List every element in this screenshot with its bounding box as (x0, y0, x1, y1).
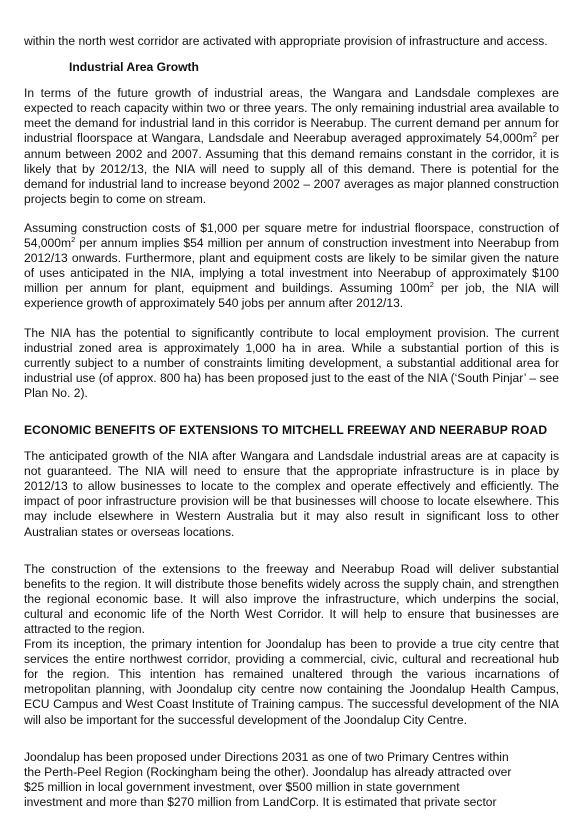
text-line: investment and more than $270 million from LandCorp. It is estimated that private sector (24, 794, 497, 809)
text-line: $25 million in local government investment, over $500 million in state government (24, 779, 460, 794)
anticipated-growth-paragraph: The anticipated growth of the NIA after Wangara and Landsdale industrial areas are at capacity is not guaranteed. The NIA will need to ensure that the appropriate infrastructure is in place by 2012/13 to allow businesses to locate to the complex and operate effectively and efficiently. The impact of poor infrastructure provision will be that businesses will choose to locate elsewhere. This may include elsewhere in Western Australia but it may also result in significant loss to other Australian states or overseas locations. (24, 449, 559, 539)
text-line: the Perth-Peel Region (Rockingham being the other). Joondalup has already attracted over (24, 764, 512, 779)
economic-benefits-heading: ECONOMIC BENEFITS OF EXTENSIONS TO MITCHELL FREEWAY AND NEERABUP ROAD (24, 422, 548, 437)
paragraph-text: In terms of the future growth of industrial areas, the Wangara and Landsdale complexes are expected to reach capacity within two or three years. The only remaining industrial area available to meet the demand for industrial land in this corridor is Neerabup. The current demand per annum for industrial floorspace at Wangara, Landsdale and Neerabup averaged approximately 54,000m (24, 86, 559, 146)
paragraph-text: per job, the NIA will experience growth of approximately 540 jobs per annum after 2012/13. (24, 281, 559, 311)
paragraph-text: per annum between 2002 and 2007. Assuming that this demand remains constant in the corridor, it is likely that by 2012/13, the NIA will need to supply all of this demand. There is potential for the demand for industrial land to increase beyond 2002 – 2007 averages as major planned construction projects begin to come on stream. (24, 131, 559, 206)
construction-investment-paragraph (24, 221, 559, 312)
paragraph-text: per annum implies $54 million per annum of construction investment into Neerabup from 2012/13 onwards. Furthermore, plant and equipment costs are likely to be similar given the nature of uses anticipated in the NIA, implying a total investment into Neerabup of approximately $100 million per annum for plant, equipment and buildings. Assuming 100m (24, 236, 559, 296)
superscript: 2 (429, 280, 434, 290)
industrial-area-growth-heading: Industrial Area Growth (69, 60, 199, 75)
text-line: Joondalup has been proposed under Directions 2031 as one of two Primary Centres within (24, 749, 509, 764)
freeway-benefits-paragraph: The construction of the extensions to the freeway and Neerabup Road will deliver substantial benefits to the region. It will distribute those benefits widely across the supply chain, and strengthen the regional economic base. It will also improve the infrastructure, which underpins the social, cultural and economic life of the North West Corridor. It will help to ensure that businesses are attracted to the region. (24, 561, 559, 636)
joondalup-investment-paragraph (24, 750, 559, 810)
intro-fragment-paragraph: within the north west corridor are activated with appropriate provision of infrastructure and access. (24, 34, 548, 48)
industrial-demand-paragraph (24, 86, 559, 207)
paragraph-text: Assuming construction costs of $1,000 per square metre for industrial floorspace, construction of 54,000m (24, 220, 559, 251)
superscript: 2 (532, 130, 537, 140)
employment-provision-paragraph: The NIA has the potential to significantly contribute to local employment provision. The current industrial zoned area is approximately 1,000 ha in area. While a substantial portion of this is currently subject to a number of constraints limiting development, a substantial additional area for industrial use (of approx. 800 ha) has been proposed just to the east of the NIA (‘South Pinjar’ – see Plan No. 2). (24, 325, 559, 400)
superscript: 2 (71, 235, 76, 244)
joondalup-intention-paragraph: From its inception, the primary intention for Joondalup has been to provide a true city centre that services the entire northwest corridor, providing a commercial, civic, cultural and recreational hub for the region. This intention has remained unaltered through the various incarnations of metropolitan planning, with Joondalup city centre now containing the Joondalup Health Campus, ECU Campus and West Coast Institute of Training campus. The successful development of the NIA will also be important for the successful development of the Joondalup City Centre. (24, 637, 559, 727)
